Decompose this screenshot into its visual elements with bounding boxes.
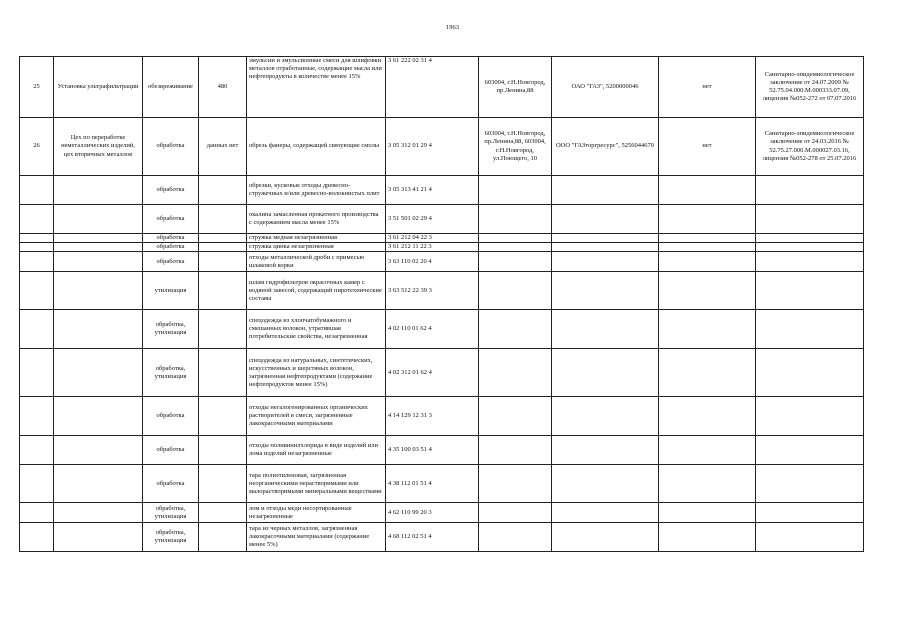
waste-code: 4 68 112 02 51 4 [386, 523, 479, 552]
waste-code: 4 02 110 01 62 4 [386, 310, 479, 349]
waste-code: 3 51 501 02 29 4 [386, 205, 479, 234]
waste-code: 3 05 313 41 21 4 [386, 176, 479, 205]
operation-type: утилизация [143, 272, 199, 310]
waste-name: спецодежда из натуральных, синтетических, искусственных и шерстяных волокон, загрязненная нефтепродуктами (содержание нефтепродуктов менее 15%) [247, 349, 386, 397]
table-row [20, 176, 864, 205]
table-row [20, 243, 864, 252]
table-row [20, 118, 864, 176]
waste-name: отходы негалогенированных органических растворителей в смеси, загрязненные лакокрасочными материалами [247, 397, 386, 436]
operation-type: обработка [143, 465, 199, 503]
waste-code: 4 02 312 01 62 4 [386, 349, 479, 397]
waste-name: тара из черных металлов, загрязненная лакокрасочными материалами (содержание менее 5%) [247, 523, 386, 552]
facility-name: Установка ультрафильтрации [54, 57, 143, 118]
table-row [20, 436, 864, 465]
waste-code: 3 63 512 22 39 3 [386, 272, 479, 310]
page-number: 1963 [446, 24, 459, 31]
waste-name: эмульсии и эмульсионные смеси для шлифовки металлов отработанные, содержащие масла или нефтепродукты в количестве менее 15% [247, 57, 386, 118]
waste-code: 3 63 110 02 20 4 [386, 252, 479, 272]
license-info: Санитарно-эпидемиологическое заключение от 24.03.2016 № 52.75.27.000.М.000027.03.16, лицензия №052-278 от 25.07.2016 [756, 118, 864, 176]
operation-type: обработка [143, 397, 199, 436]
waste-code: 4 38 112 01 51 4 [386, 465, 479, 503]
facility-address: 603004, г.Н.Новгород, пр.Ленина,88 [479, 57, 552, 118]
operator-organization: ОАО "ГАЗ", 5200000046 [552, 57, 659, 118]
waste-code: 4 62 110 99 20 3 [386, 503, 479, 523]
table-row [20, 397, 864, 436]
operation-type: обработка, утилизация [143, 310, 199, 349]
table-row [20, 57, 864, 118]
waste-code: 3 61 212 04 22 3 [386, 234, 479, 243]
operation-type: обработка, утилизация [143, 503, 199, 523]
row-number: 26 [20, 118, 54, 176]
operation-type: обработка [143, 234, 199, 243]
waste-code: 4 14 129 12 31 3 [386, 397, 479, 436]
capacity: 480 [199, 57, 247, 118]
capacity: данных нет [199, 118, 247, 176]
table-row [20, 465, 864, 503]
waste-name: стружка медная незагрязненная [247, 234, 386, 243]
table-row [20, 349, 864, 397]
operation-type: обработка, утилизация [143, 523, 199, 552]
operation-type: обработка [143, 436, 199, 465]
table-row [20, 523, 864, 552]
waste-facility-table [19, 56, 864, 552]
table-row [20, 272, 864, 310]
operation-type: обработка [143, 176, 199, 205]
waste-name: обрезь фанеры, содержащей связующие смолы [247, 118, 386, 176]
waste-name: обрезки, кусковые отходы древесно-стружечных и/или древесно-волокнистых плит [247, 176, 386, 205]
waste-name: лом и отходы меди несортированные незагрязненные [247, 503, 386, 523]
operation-type: обработка [143, 243, 199, 252]
table-row [20, 205, 864, 234]
table-row [20, 252, 864, 272]
waste-name: отходы металлической дроби с примесью шлаковой корки [247, 252, 386, 272]
flag-value: нет [659, 57, 756, 118]
row-number: 25 [20, 57, 54, 118]
waste-name: отходы поливинилхлорида в виде изделий или лома изделий незагрязненные [247, 436, 386, 465]
table-row [20, 503, 864, 523]
waste-name: тара полиэтиленовая, загрязненная неорганическими нерастворимыми или малорастворимыми минеральными веществами [247, 465, 386, 503]
table-row [20, 234, 864, 243]
operation-type: обработка [143, 118, 199, 176]
operator-organization: ООО "ГАЗторгресурс", 5256044670 [552, 118, 659, 176]
table-row [20, 310, 864, 349]
waste-name: спецодежда из хлопчатобумажного и смешанных волокон, утратившая потребительские свойства, незагрязненная [247, 310, 386, 349]
waste-name: стружка цинка незагрязненная [247, 243, 386, 252]
waste-code: 3 05 312 01 29 4 [386, 118, 479, 176]
operation-type: обработка [143, 205, 199, 234]
waste-code: 3 61 212 11 22 3 [386, 243, 479, 252]
waste-code: 3 61 222 02 31 4 [386, 57, 479, 118]
waste-name: шлам гидрофильтров окрасочных камер с водяной завесой, содержащий пиротехнические составы [247, 272, 386, 310]
facility-address: 603004, г.Н.Новгород, пр.Ленина,88, 603004, г.Н.Новгород, ул.Поющего, 10 [479, 118, 552, 176]
waste-name: окалина замасленная прокатного производства с содержанием масла менее 15% [247, 205, 386, 234]
operation-type: обработка [143, 252, 199, 272]
flag-value: нет [659, 118, 756, 176]
operation-type: обработка, утилизация [143, 349, 199, 397]
waste-code: 4 35 100 03 51 4 [386, 436, 479, 465]
license-info: Санитарно-эпидемиологическое заключение от 24.07.2009 № 52.75.04.000.М.000333.07.09, лицензия №052-272 от 07.07.2016 [756, 57, 864, 118]
operation-type: обезвреживание [143, 57, 199, 118]
facility-name: Цех по переработке неметаллических изделий, цех вторичных металлов [54, 118, 143, 176]
